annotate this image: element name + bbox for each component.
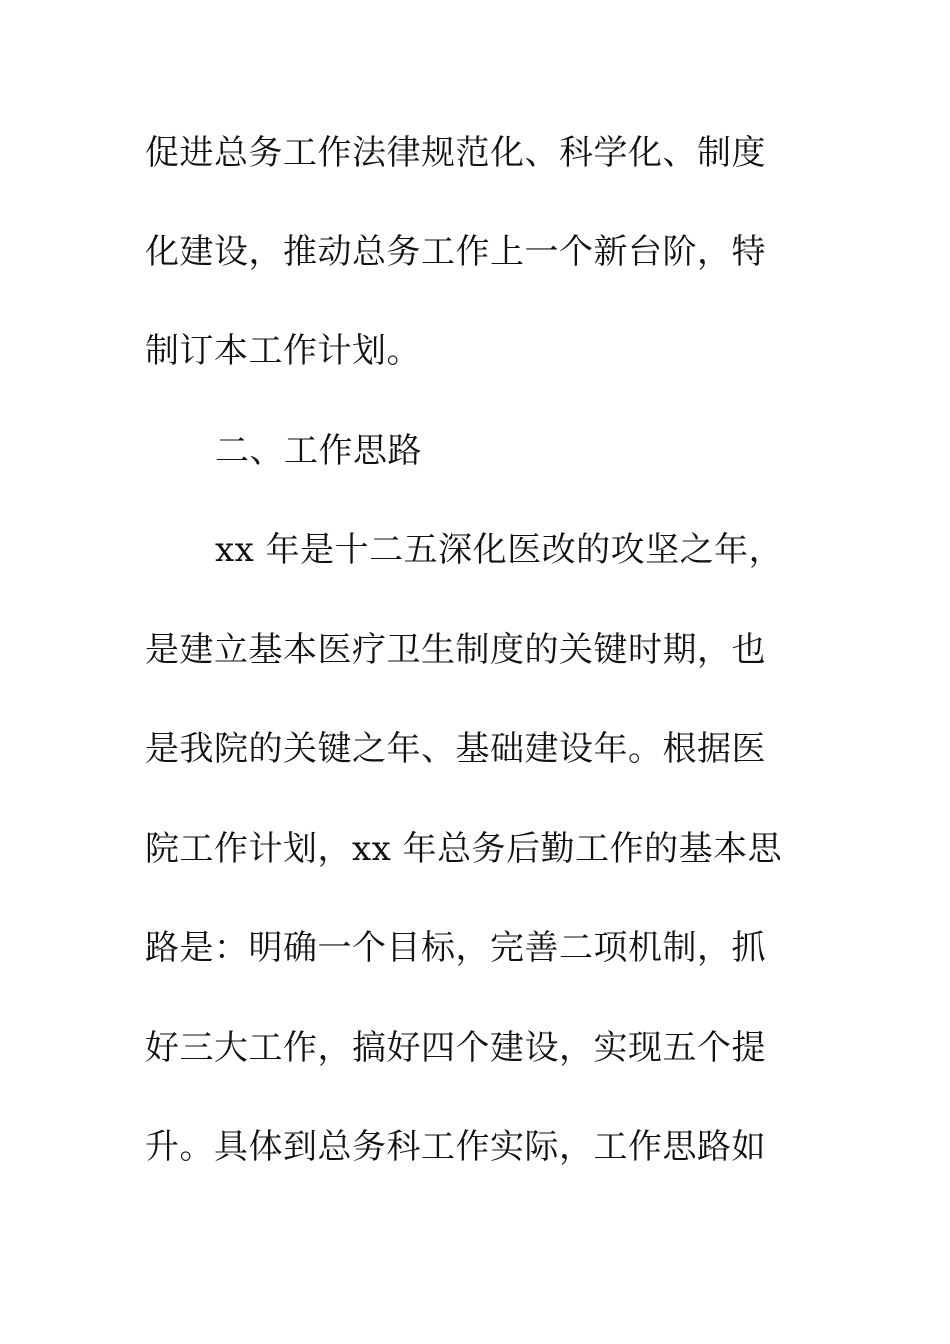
paragraph-line: 制订本工作计划。 [145, 331, 421, 371]
paragraph-line: 升。具体到总务科工作实际，工作思路如 [145, 1127, 766, 1167]
paragraph-line: 是我院的关键之年、基础建设年。根据医 [145, 729, 766, 769]
section-heading: 二、工作思路 [215, 431, 422, 471]
paragraph-line: 促进总务工作法律规范化、科学化、制度 [145, 133, 766, 173]
paragraph-line: 路是：明确一个目标，完善二项机制，抓 [145, 928, 766, 968]
paragraph-line: 是建立基本医疗卫生制度的关键时期，也 [145, 630, 766, 670]
paragraph-line: xx 年是十二五深化医改的攻坚之年， [215, 530, 784, 570]
paragraph-line: 化建设，推动总务工作上一个新台阶，特 [145, 232, 766, 272]
paragraph-line: 院工作计划，xx 年总务后勤工作的基本思 [145, 829, 783, 869]
paragraph-line: 好三大工作，搞好四个建设，实现五个提 [145, 1028, 766, 1068]
